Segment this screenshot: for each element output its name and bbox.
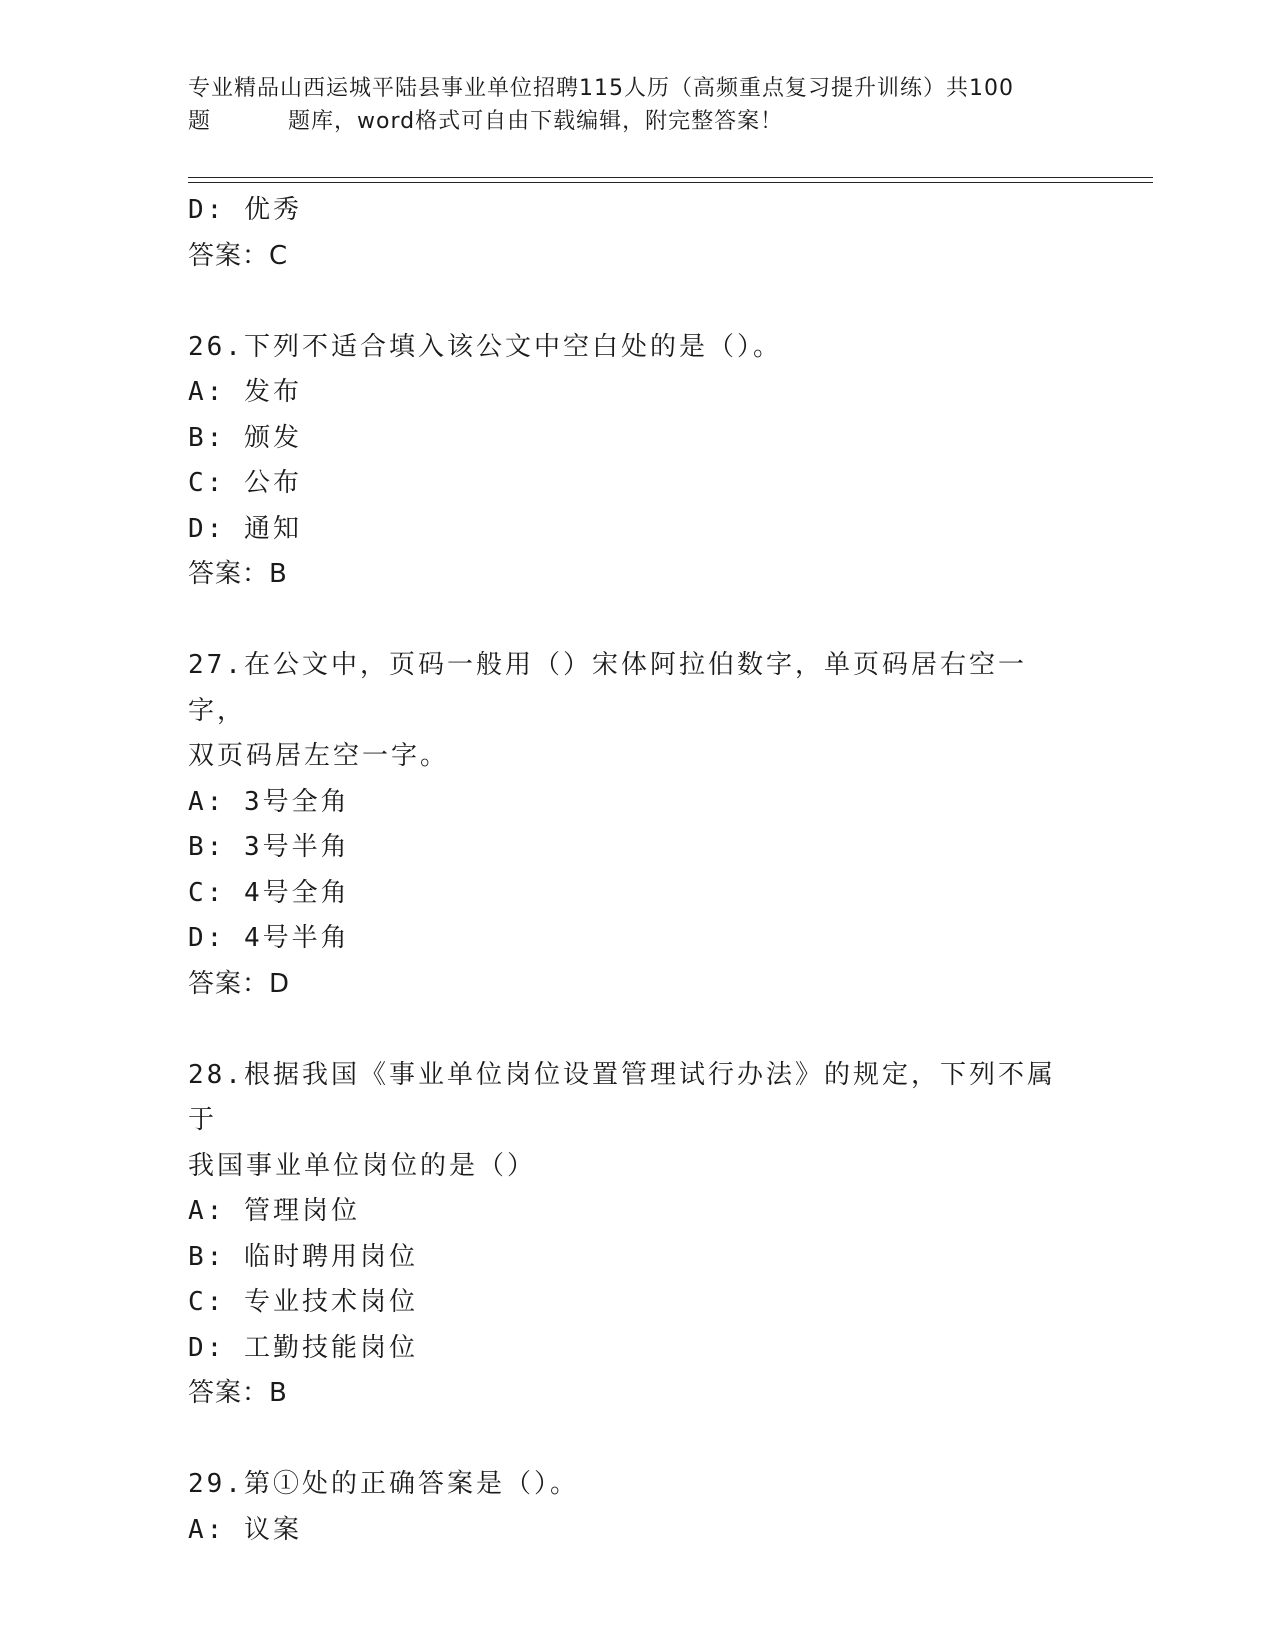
option-b: B: 颁发	[188, 422, 302, 453]
document-header	[188, 72, 1088, 138]
option-a: A: 管理岗位	[188, 1196, 360, 1226]
option-c: C: 专业技术岗位	[188, 1287, 418, 1317]
previous-question-tail	[188, 188, 1088, 279]
question-text: 26.下列不适合填入该公文中空白处的是（）。	[188, 331, 782, 362]
question-text: 29.第①处的正确答案是（）。	[188, 1469, 579, 1499]
option-b: B: 临时聘用岗位	[188, 1241, 418, 1272]
option-b: B: 3号半角	[188, 832, 350, 862]
header-title-line1: 专业精品山西运城平陆县事业单位招聘115人历（高频重点复习提升训练）共100	[188, 76, 1014, 101]
header-title-line2-b: 题库，word格式可自由下载编辑，附完整答案！	[288, 109, 784, 134]
option-c: C: 公布	[188, 468, 302, 498]
question-text: 27.在公文中，页码一般用（）宋体阿拉伯数字，单页码居右空一字， 双页码居左空一字。	[188, 650, 1027, 771]
option-d: D: 优秀	[188, 195, 302, 225]
question-26	[188, 325, 1088, 598]
header-divider-top	[188, 177, 1153, 178]
answer-line: 答案：D	[188, 968, 291, 999]
question-27	[188, 643, 1088, 1007]
option-d: D: 4号半角	[188, 923, 350, 953]
answer-line: 答案：C	[188, 240, 289, 271]
header-title-line2	[188, 105, 1088, 138]
option-c: C: 4号全角	[188, 877, 350, 908]
answer-line: 答案：B	[188, 1378, 288, 1408]
question-text: 28.根据我国《事业单位岗位设置管理试行办法》的规定，下列不属于 我国事业单位岗位的是（）	[188, 1059, 1056, 1181]
answer-line: 答案：B	[188, 559, 288, 589]
option-d: D: 通知	[188, 513, 302, 544]
option-a: A: 议案	[188, 1514, 302, 1545]
option-d: D: 工勤技能岗位	[188, 1332, 418, 1363]
question-28	[188, 1053, 1088, 1417]
header-title-line2-a: 题	[188, 109, 212, 134]
option-a: A: 发布	[188, 377, 302, 407]
document-body	[188, 188, 1088, 1553]
option-a: A: 3号全角	[188, 786, 350, 817]
header-divider-bottom	[188, 182, 1153, 183]
question-29	[188, 1462, 1088, 1553]
